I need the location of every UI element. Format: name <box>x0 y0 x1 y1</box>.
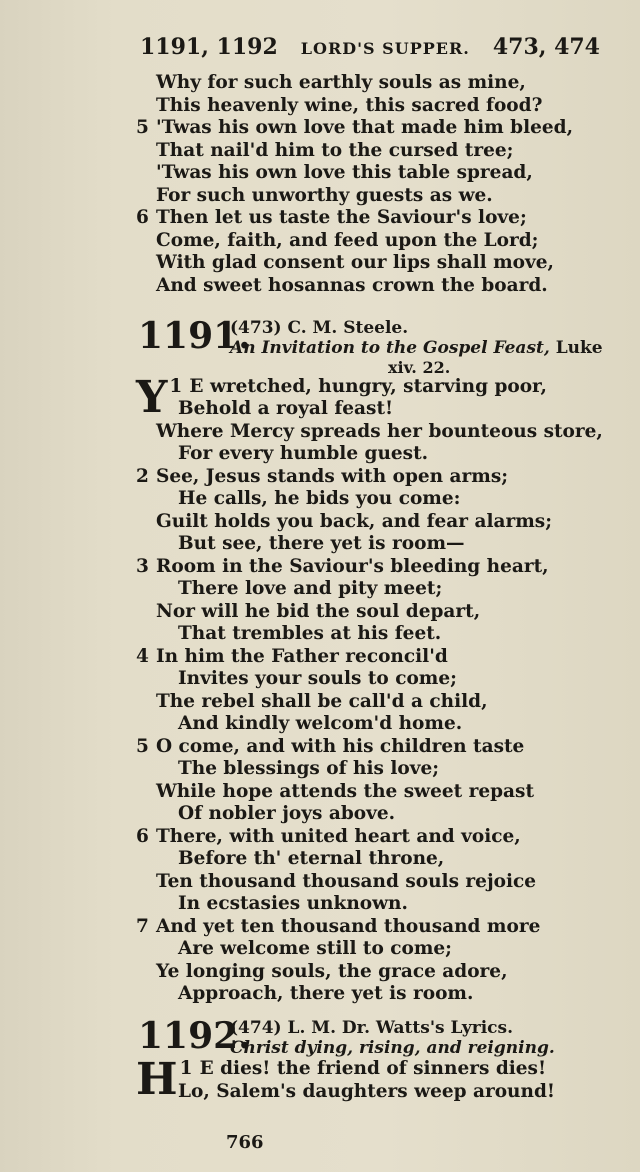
verse-text: Lo, Salem's daughters weep around! <box>178 1081 556 1102</box>
verse-text: In him the Father reconcil'd <box>156 645 448 667</box>
verse-line <box>136 511 606 534</box>
hymn-title-ref-2: xiv. 22. <box>388 358 451 377</box>
verse-number: 1 <box>179 1058 193 1079</box>
hymn-title-ref: Luke <box>555 338 603 358</box>
header-tune-numbers: 473, 474 <box>492 34 600 60</box>
verse-text: E wretched, hungry, starving poor, <box>189 376 547 397</box>
verse-line <box>136 736 606 759</box>
verse-text: Of nobler joys above. <box>178 803 396 824</box>
verse-number: 7 <box>136 915 149 937</box>
verse-text: There love and pity meet; <box>178 578 443 599</box>
verse-line <box>136 556 606 579</box>
verse-text: While hope attends the sweet repast <box>156 780 534 802</box>
verse-number: 4 <box>136 645 149 667</box>
drop-cap: H <box>136 1054 178 1105</box>
verse-line <box>136 140 606 163</box>
verse-line <box>136 983 606 1006</box>
verse-line <box>136 466 606 489</box>
verse-number: 2 <box>136 465 149 487</box>
verse-text: Come, faith, and feed upon the Lord; <box>156 229 539 251</box>
verse-line <box>136 758 606 781</box>
hymn-title: Christ dying, rising, and reigning. <box>230 1038 555 1058</box>
verse-text: The blessings of his love; <box>178 758 440 779</box>
verse-text: And sweet hosannas crown the board. <box>156 274 548 296</box>
verse-text: Nor will he bid the soul depart, <box>156 600 481 622</box>
verse-text: O come, and with his children taste <box>156 735 525 757</box>
verse-text: Approach, there yet is room. <box>178 983 474 1004</box>
verse-text: This heavenly wine, this sacred food? <box>156 94 543 116</box>
verse-line <box>136 668 606 691</box>
verse-text: Ye longing souls, the grace adore, <box>156 960 508 982</box>
verse-line <box>136 961 606 984</box>
running-header <box>140 34 600 60</box>
verse-text: Ten thousand thousand souls rejoice <box>156 870 537 892</box>
hymn-meter-author: (474) L. M. Dr. Watts's Lyrics. <box>230 1018 513 1038</box>
verse-line <box>136 252 606 275</box>
verse-text: For every humble guest. <box>178 443 429 464</box>
hymn-1192-heading <box>138 1015 608 1058</box>
verse-line <box>136 421 606 444</box>
verse-text: Room in the Saviour's bleeding heart, <box>156 555 549 577</box>
verse-line <box>136 893 606 916</box>
hymn-1191-verses <box>136 398 606 1006</box>
verse-number: 3 <box>136 555 149 577</box>
verse-text: E dies! the friend of sinners dies! <box>199 1058 547 1079</box>
hymn-number: 1191. <box>138 315 251 357</box>
verse-line <box>136 848 606 871</box>
verse-text: That trembles at his feet. <box>178 623 442 644</box>
verse-text: Are welcome still to come; <box>178 938 453 959</box>
page-number: 766 <box>226 1132 264 1153</box>
verse-text: The rebel shall be call'd a child, <box>156 690 488 712</box>
verse-line <box>136 691 606 714</box>
hymn-meter-author: (473) C. M. Steele. <box>230 318 409 338</box>
verse-line <box>136 1081 606 1104</box>
verse-line <box>136 185 606 208</box>
verse-line <box>136 72 606 95</box>
verse-text: And kindly welcom'd home. <box>178 713 463 734</box>
verse-text: Guilt holds you back, and fear alarms; <box>156 510 553 532</box>
verse-line <box>136 781 606 804</box>
verse-line <box>136 916 606 939</box>
verse-line <box>136 207 606 230</box>
verse-number: 1 <box>169 376 183 397</box>
hymn-number: 1192. <box>138 1015 251 1057</box>
verse-text: Where Mercy spreads her bounteous store, <box>156 420 603 442</box>
verse-line <box>136 826 606 849</box>
verse-text: In ecstasies unknown. <box>178 893 408 914</box>
verse-line <box>136 713 606 736</box>
verse-line <box>136 443 606 466</box>
verse-text: Before th' eternal throne, <box>178 848 445 869</box>
verse-line <box>136 601 606 624</box>
verse-line <box>136 488 606 511</box>
verse-line <box>136 938 606 961</box>
verse-number: 6 <box>136 207 149 228</box>
verse-text: Behold a royal feast! <box>178 398 394 419</box>
hymn-title-text: An Invitation to the Gospel Feast, <box>230 338 550 358</box>
hymn-title <box>230 338 603 358</box>
verse-line <box>136 803 606 826</box>
verse-line <box>136 623 606 646</box>
verse-text: For such unworthy guests as we. <box>156 184 493 206</box>
verse-line <box>136 117 606 140</box>
hymn-1191-heading <box>138 315 608 380</box>
verse-line <box>136 95 606 118</box>
header-section-title: LORD'S SUPPER. <box>300 39 470 58</box>
verse-text: See, Jesus stands with open arms; <box>156 465 509 487</box>
verse-text: Then let us taste the Saviour's love; <box>156 207 527 228</box>
verse-text: Invites your souls to come; <box>178 668 457 689</box>
verse-text: That nail'd him to the cursed tree; <box>156 139 514 161</box>
verse-text: With glad consent our lips shall move, <box>156 252 554 273</box>
verse-text: Why for such earthly souls as mine, <box>156 72 526 93</box>
verse-line <box>136 275 606 298</box>
verse-line <box>136 398 606 421</box>
verse-number: 5 <box>136 735 149 757</box>
verse-line <box>136 578 606 601</box>
verse-text: But see, there yet is room— <box>178 533 465 554</box>
verse-line <box>136 871 606 894</box>
verse-text: He calls, he bids you come: <box>178 488 461 509</box>
verse-text: There, with united heart and voice, <box>156 825 521 847</box>
drop-cap: Y <box>136 372 168 423</box>
continued-hymn-verses <box>136 72 606 297</box>
hymn-1192-verses <box>136 1081 606 1104</box>
verse-line <box>136 533 606 556</box>
verse-line <box>136 162 606 185</box>
verse-text: 'Twas his own love that made him bleed, <box>156 117 574 138</box>
verse-line <box>136 646 606 669</box>
verse-number: 5 <box>136 117 149 138</box>
header-hymn-numbers: 1191, 1192 <box>140 34 278 60</box>
verse-number: 6 <box>136 825 149 847</box>
verse-line <box>136 230 606 253</box>
verse-text: And yet ten thousand thousand more <box>156 915 541 937</box>
verse-text: 'Twas his own love this table spread, <box>156 162 533 183</box>
